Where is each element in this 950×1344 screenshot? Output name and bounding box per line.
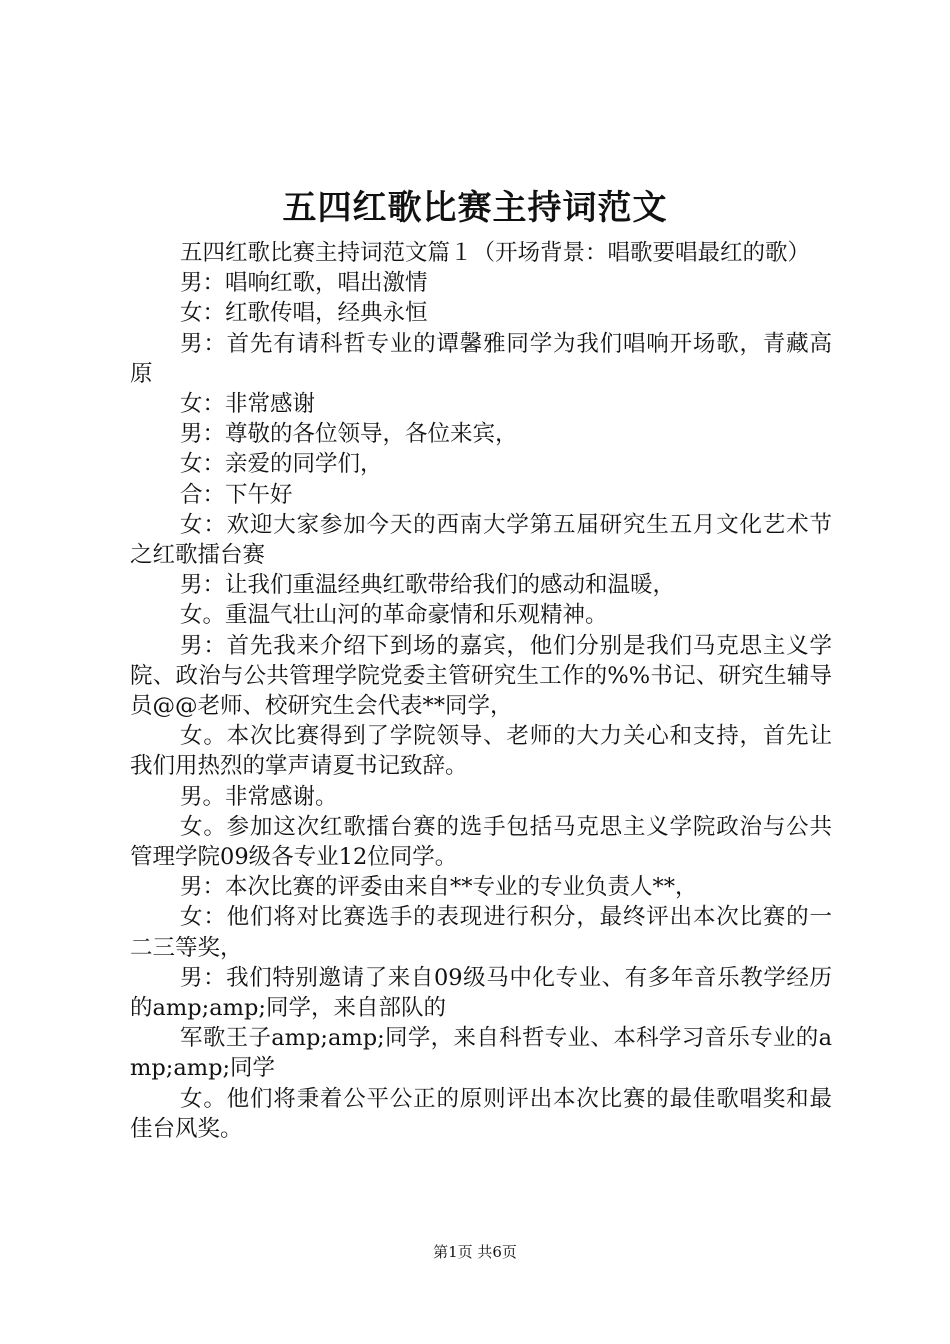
paragraph: 女。他们将秉着公平公正的原则评出本次比赛的最佳歌唱奖和最佳台风奖。: [130, 1085, 832, 1142]
paragraph: 五四红歌比赛主持词范文篇１（开场背景：唱歌要唱最红的歌）: [180, 240, 811, 266]
paragraph: 女：亲爱的同学们，: [180, 451, 383, 478]
paragraph: 女：非常感谢: [180, 391, 316, 418]
paragraph: 女。重温气壮山河的革命豪情和乐观精神。: [180, 602, 608, 629]
paragraph: 男。非常感谢。: [180, 783, 338, 810]
paragraph: 合：下午好: [180, 481, 293, 508]
paragraph: 男：让我们重温经典红歌带给我们的感动和温暖，: [180, 572, 676, 599]
paragraph: 男：本次比赛的评委由来自**专业的专业负责人**，: [180, 874, 698, 901]
paragraph: 男：尊敬的各位领导，各位来宾，: [180, 421, 518, 448]
paragraph: 女：红歌传唱，经典永恒: [180, 300, 428, 327]
paragraph: 军歌王子amp;amp;同学，来自科哲专业、本科学习音乐专业的amp;amp;同学: [130, 1025, 832, 1082]
paragraph: 女：他们将对比赛选手的表现进行积分，最终评出本次比赛的一二三等奖，: [130, 904, 832, 961]
document-title: 五四红歌比赛主持词范文: [282, 188, 668, 228]
paragraph: 女。本次比赛得到了学院领导、老师的大力关心和支持，首先让我们用热烈的掌声请夏书记致辞。: [130, 723, 832, 780]
paragraph: 男：我们特别邀请了来自09级马中化专业、有多年音乐教学经历的amp;amp;同学，来自部队的: [130, 964, 832, 1022]
paragraph: 女。参加这次红歌擂台赛的选手包括马克思主义学院政治与公共管理学院09级各专业12位同学。: [130, 813, 832, 871]
paragraph: 男：唱响红歌，唱出激情: [180, 270, 428, 297]
paragraph: 男：首先有请科哲专业的谭馨雅同学为我们唱响开场歌，青藏高原: [130, 330, 832, 387]
paragraph: 女：欢迎大家参加今天的西南大学第五届研究生五月文化艺术节之红歌擂台赛: [130, 511, 832, 569]
document-body: [130, 238, 832, 1144]
page-footer: 第1页 共6页: [433, 1243, 517, 1261]
paragraph: 男：首先我来介绍下到场的嘉宾，他们分别是我们马克思主义学院、政治与公共管理学院党委主管研究生工作的%%书记、研究生辅导员@@老师、校研究生会代表**同学，: [130, 632, 832, 720]
